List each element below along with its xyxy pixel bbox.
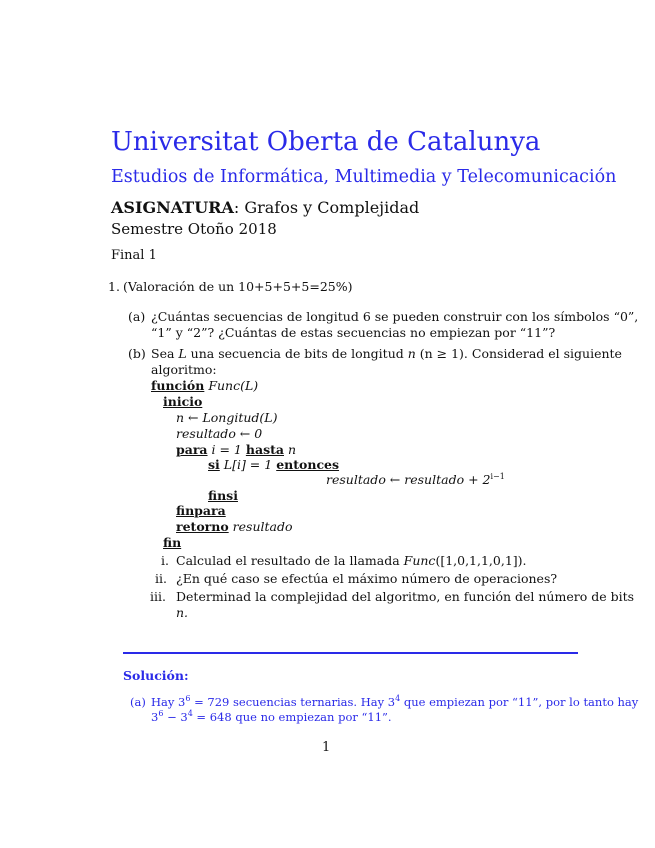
algo-stmt: n ← Longitud(L) <box>176 410 278 425</box>
sol-text: − 3 <box>163 710 188 724</box>
subq-iii-line2 <box>176 605 188 620</box>
sol-text: = 729 secuencias ternarias. Hay 3 <box>190 695 396 709</box>
exponent: 6 <box>185 694 191 703</box>
var-n: n <box>407 346 416 361</box>
hasta-var: n <box>287 442 297 457</box>
exponent: 4 <box>187 709 193 718</box>
part-b-text: una secuencia de bits de longitud <box>186 346 408 361</box>
algo-para <box>176 442 296 457</box>
semester: Semestre Otoño 2018 <box>111 220 277 238</box>
course-line <box>111 198 419 217</box>
kw-retorno: retorno <box>176 519 229 534</box>
algo-fin <box>163 535 181 550</box>
subq-text: Calculad el resultado de la llamada <box>176 553 404 568</box>
exponent: 6 <box>158 709 164 718</box>
part-b-text: Sea <box>151 346 179 361</box>
algo-assign <box>326 472 505 487</box>
page-number: 1 <box>322 740 331 755</box>
sol-text: = 648 que no empiezan por “11”. <box>192 710 392 724</box>
part-a-label: (a) <box>128 309 146 324</box>
func-args: ([1,0,1,1,0,1]). <box>435 553 527 568</box>
solution-divider <box>123 652 578 654</box>
department-subtitle: Estudios de Informática, Multimedia y Telecomunicación <box>111 167 617 187</box>
subq-i-label: i. <box>161 553 169 568</box>
assign-exponent: i−1 <box>490 472 505 481</box>
algo-header <box>151 378 258 393</box>
assign-expr: resultado ← resultado + 2 <box>326 472 491 487</box>
sol-text: que empiezan por “11”, por lo tanto hay <box>400 695 639 709</box>
si-cond: L[i] = 1 <box>223 457 273 472</box>
algo-stmt: resultado ← 0 <box>176 426 263 441</box>
problem-number: 1. <box>108 279 120 294</box>
func-signature: Func(L) <box>208 378 259 393</box>
course-label: ASIGNATURA <box>111 198 234 217</box>
algo-si <box>208 457 339 472</box>
subq-ii-text: ¿En qué caso se efectúa el máximo número de operaciones? <box>176 571 558 586</box>
sol-text: Hay 3 <box>151 695 186 709</box>
solution-a-label: (a) <box>130 695 146 709</box>
exponent: 4 <box>395 694 401 703</box>
subq-i-text <box>176 553 527 568</box>
algo-line2 <box>176 426 262 441</box>
var-n: n. <box>176 605 189 620</box>
part-b-line1 <box>151 346 622 361</box>
kw-hasta: hasta <box>245 442 284 457</box>
part-b-text: Considerad el siguiente <box>471 346 622 361</box>
university-title: Universitat Oberta de Catalunya <box>111 127 541 157</box>
algo-inicio <box>163 394 202 409</box>
kw-finpara: finpara <box>176 503 226 518</box>
part-b-label: (b) <box>128 346 146 361</box>
solution-title: Solución: <box>123 668 189 683</box>
kw-entonces: entonces <box>276 457 340 472</box>
condition: (n ≥ 1). <box>415 346 472 361</box>
solution-a-line2 <box>151 710 392 724</box>
kw-inicio: inicio <box>163 394 203 409</box>
part-b-line2: algoritmo: <box>151 362 217 377</box>
kw-finsi: finsi <box>208 488 238 503</box>
func-call: Func <box>403 553 436 568</box>
var-L: L <box>178 346 187 361</box>
part-a-line1: ¿Cuántas secuencias de longitud 6 se pueden construir con los símbolos “0”, <box>151 309 639 324</box>
algo-finpara <box>176 503 226 518</box>
subq-iii-label: iii. <box>150 589 166 604</box>
kw-fin: fin <box>163 535 182 550</box>
exam-name: Final 1 <box>111 248 157 263</box>
part-a-line2: “1” y “2”? ¿Cuántas de estas secuencias no empiezan por “11”? <box>151 325 556 340</box>
problem-weighting: (Valoración de un 10+5+5+5=25%) <box>123 279 353 294</box>
solution-a-line1 <box>151 695 638 709</box>
kw-funcion: función <box>151 378 205 393</box>
para-cond: i = 1 <box>211 442 242 457</box>
algo-retorno <box>176 519 293 534</box>
kw-si: si <box>208 457 220 472</box>
subq-iii-line1: Determinad la complejidad del algoritmo, en función del número de bits <box>176 589 635 604</box>
algo-finsi <box>208 488 238 503</box>
subq-ii-label: ii. <box>155 571 167 586</box>
sol-text: 3 <box>151 710 159 724</box>
algo-line1 <box>176 410 277 425</box>
kw-para: para <box>176 442 208 457</box>
retorno-var: resultado <box>232 519 293 534</box>
course-name: : Grafos y Complejidad <box>233 198 420 217</box>
